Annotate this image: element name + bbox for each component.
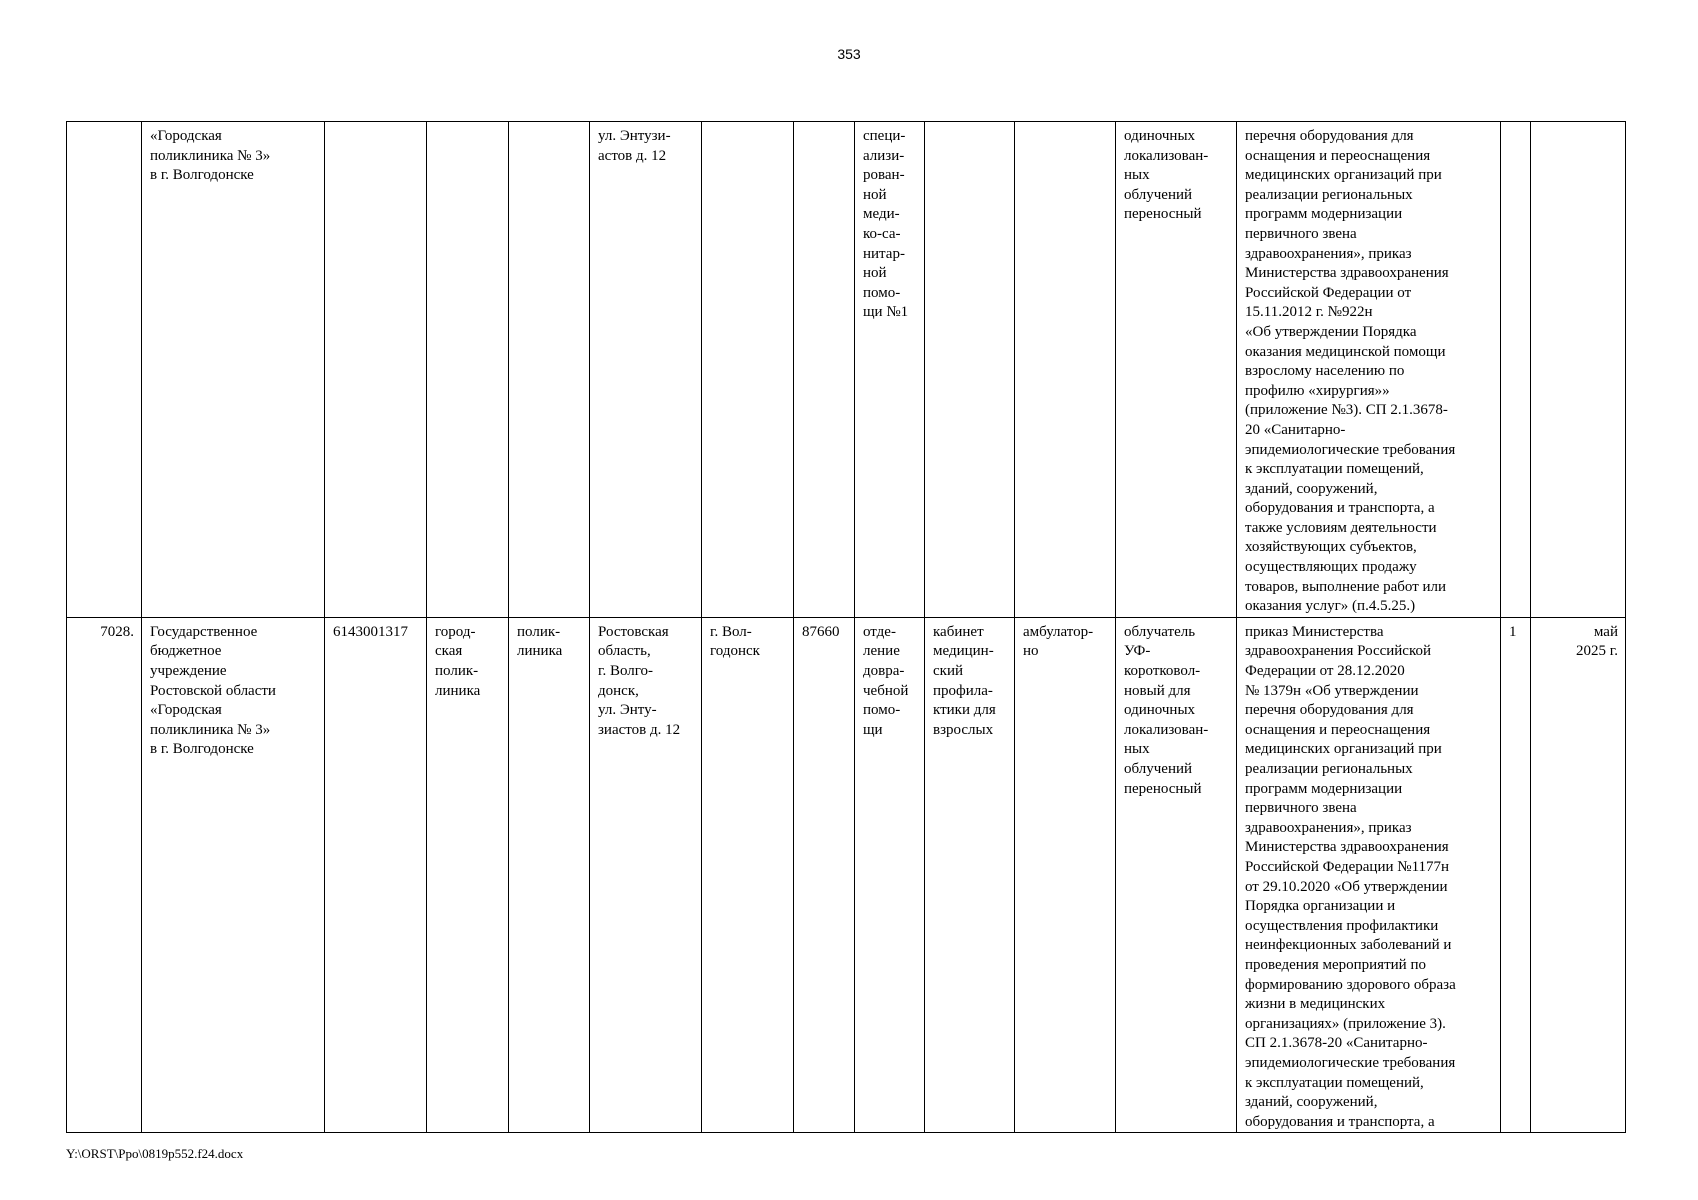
equipment-name: одиночных локализован- ных облучений переносный — [1116, 122, 1237, 618]
room: кабинет медицин- ский профила- ктики для взрослых — [925, 617, 1015, 1132]
inn-code — [325, 122, 427, 618]
row-number: 7028. — [67, 617, 142, 1132]
address: ул. Энтузи- астов д. 12 — [590, 122, 702, 618]
city: г. Вол- годонск — [702, 617, 794, 1132]
room — [925, 122, 1015, 618]
address: Ростовская область, г. Волго- донск, ул. Энту- зиастов д. 12 — [590, 617, 702, 1132]
care-form: амбулатор- но — [1015, 617, 1116, 1132]
organization-kind: полик- линика — [509, 617, 590, 1132]
table-row — [67, 122, 1626, 618]
organization-name: «Городская поликлиника № 3» в г. Волгодонске — [142, 122, 325, 618]
file-path-footer: Y:\ORST\Ppo\0819p552.f24.docx — [66, 1146, 244, 1161]
equipment-name: облучатель УФ- коротковол- новый для одиночных локализован- ных облучений переносный — [1116, 617, 1237, 1132]
page-number: 353 — [837, 46, 861, 62]
legal-basis: перечня оборудования для оснащения и переоснащения медицинских организаций при реализации региональных программ модернизации первичного звена здравоохранения», приказ Министерства здравоохранения Российской Федерации от 15.11.2012 г. №922н «Об утверждении Порядка оказания медицинской помощи взрослому населению по профилю «хирургия»» (приложение №3). СП 2.1.3678- 20 «Санитарно- эпидемиологические требования к эксплуатации помещений, зданий, сооружений, оборудования и транспорта, а также условиям деятельности хозяйствующих субъектов, осуществляющих продажу товаров, выполнение работ или оказания услуг» (п.4.5.25.) — [1237, 122, 1501, 618]
delivery-date: май 2025 г. — [1531, 617, 1626, 1132]
oktmo-code — [794, 122, 855, 618]
equipment-table — [66, 121, 1626, 1133]
department: специ- ализи- рован- ной меди- ко-са- нитар- ной помо- щи №1 — [855, 122, 925, 618]
organization-type — [427, 122, 509, 618]
quantity: 1 — [1501, 617, 1531, 1132]
department: отде- ление довра- чебной помо- щи — [855, 617, 925, 1132]
quantity — [1501, 122, 1531, 618]
legal-basis: приказ Министерства здравоохранения Российской Федерации от 28.12.2020 № 1379н «Об утверждении перечня оборудования для оснащения и переоснащения медицинских организаций при реализации региональных программ модернизации первичного звена здравоохранения», приказ Министерства здравоохранения Российской Федерации №1177н от 29.10.2020 «Об утверждении Порядка организации и осуществления профилактики неинфекционных заболеваний и проведения мероприятий по формированию здорового образа жизни в медицинских организациях» (приложение 3). СП 2.1.3678-20 «Санитарно- эпидемиологические требования к эксплуатации помещений, зданий, сооружений, оборудования и транспорта, а — [1237, 617, 1501, 1132]
row-number — [67, 122, 142, 618]
organization-kind — [509, 122, 590, 618]
oktmo-code: 87660 — [794, 617, 855, 1132]
care-form — [1015, 122, 1116, 618]
city — [702, 122, 794, 618]
organization-type: город- ская полик- линика — [427, 617, 509, 1132]
delivery-date — [1531, 122, 1626, 618]
inn-code: 6143001317 — [325, 617, 427, 1132]
table-row — [67, 617, 1626, 1132]
organization-name: Государственное бюджетное учреждение Ростовской области «Городская поликлиника № 3» в г. Волгодонске — [142, 617, 325, 1132]
